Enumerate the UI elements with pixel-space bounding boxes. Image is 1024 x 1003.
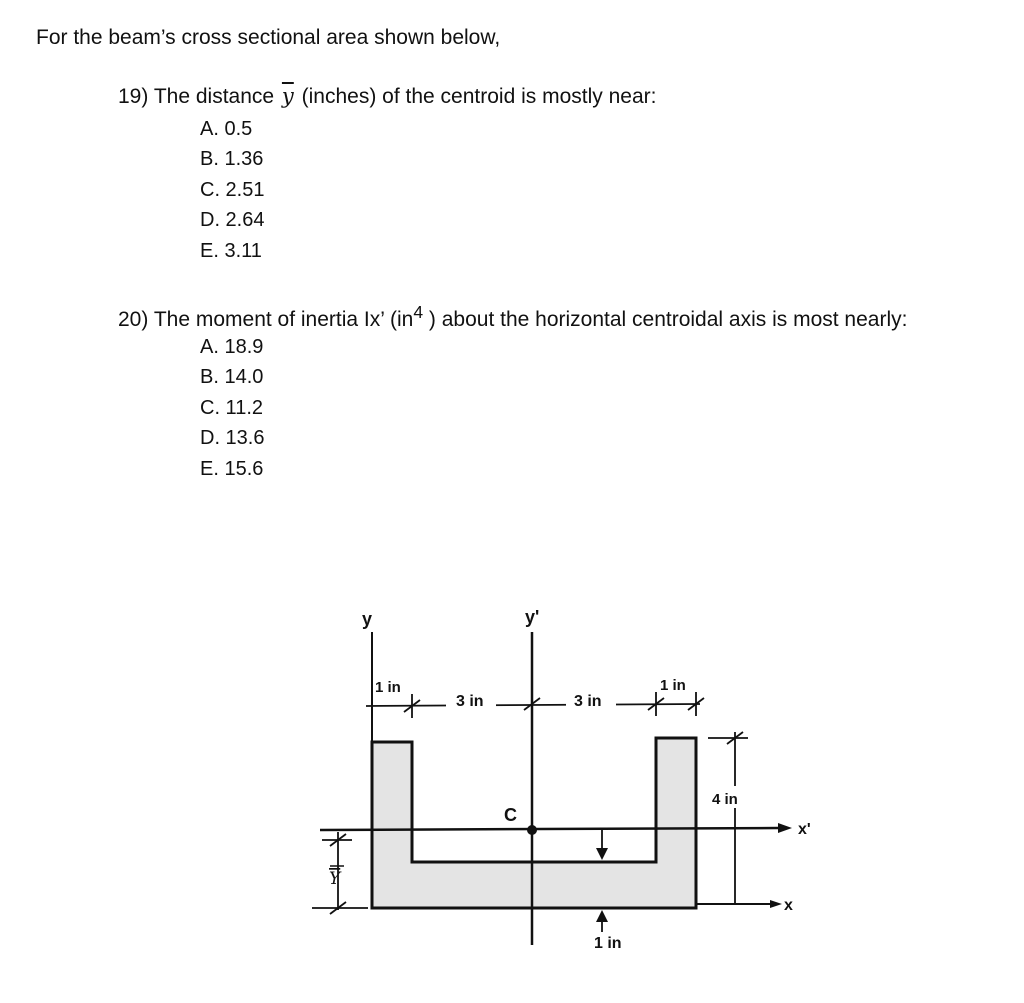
intro-text: For the beam’s cross sectional area shown below, bbox=[36, 26, 501, 49]
web-thickness-label: 1 in bbox=[594, 935, 622, 952]
question-19-text-before: The distance bbox=[153, 85, 275, 108]
question-20-options bbox=[200, 332, 264, 484]
question-20 bbox=[118, 298, 907, 334]
question-20-text-before: The moment of inertia Ix’ (in bbox=[153, 308, 414, 331]
question-20-superscript: 4 bbox=[413, 302, 424, 322]
centroid-dot bbox=[527, 825, 537, 835]
option-20-c: C. 11.2 bbox=[200, 396, 263, 419]
centroid-label: C bbox=[504, 805, 517, 825]
web-top-arrow-icon bbox=[596, 848, 608, 860]
x-prime-axis-label: x' bbox=[798, 821, 811, 838]
option-20-a: A. 18.9 bbox=[200, 336, 264, 358]
option-19-e: E. 3.11 bbox=[200, 239, 262, 262]
ybar-symbol: $\overline{y}$ bbox=[281, 84, 294, 108]
right-flange-width-label: 1 in bbox=[660, 677, 686, 694]
x-arrow-icon bbox=[770, 900, 782, 908]
question-20-number: 20) bbox=[118, 308, 149, 331]
left-flange-width-label: 1 in bbox=[375, 679, 401, 696]
web-bottom-arrow-icon bbox=[596, 910, 608, 922]
u-section-shape bbox=[372, 738, 696, 908]
y-prime-axis-label: y' bbox=[525, 607, 540, 627]
option-19-c: C. 2.51 bbox=[200, 178, 265, 201]
option-19-d: D. 2.64 bbox=[200, 209, 265, 232]
question-19-number: 19) bbox=[118, 85, 149, 108]
option-19-a: A. 0.5 bbox=[200, 118, 253, 140]
option-20-d: D. 13.6 bbox=[200, 427, 265, 450]
left-inner-span-label: 3 in bbox=[456, 693, 484, 710]
option-20-e: E. 15.6 bbox=[200, 457, 264, 480]
right-inner-span-label: 3 in bbox=[574, 693, 602, 710]
question-19 bbox=[118, 82, 656, 111]
x-prime-arrow-icon bbox=[778, 823, 792, 833]
ybar-dimension-label: Y bbox=[329, 869, 341, 889]
flange-height-label: 4 in bbox=[712, 791, 738, 808]
question-19-text-after: (inches) of the centroid is mostly near: bbox=[301, 85, 657, 108]
beam-cross-section-figure bbox=[300, 600, 820, 960]
x-axis-label: x bbox=[784, 897, 793, 914]
option-19-b: B. 1.36 bbox=[200, 148, 264, 171]
flange-height-ticks bbox=[708, 732, 748, 744]
y-axis-label: y bbox=[362, 609, 373, 629]
question-20-text-after: ) about the horizontal centroidal axis is most nearly: bbox=[423, 308, 908, 331]
question-19-options bbox=[200, 114, 264, 266]
option-20-b: B. 14.0 bbox=[200, 366, 264, 389]
